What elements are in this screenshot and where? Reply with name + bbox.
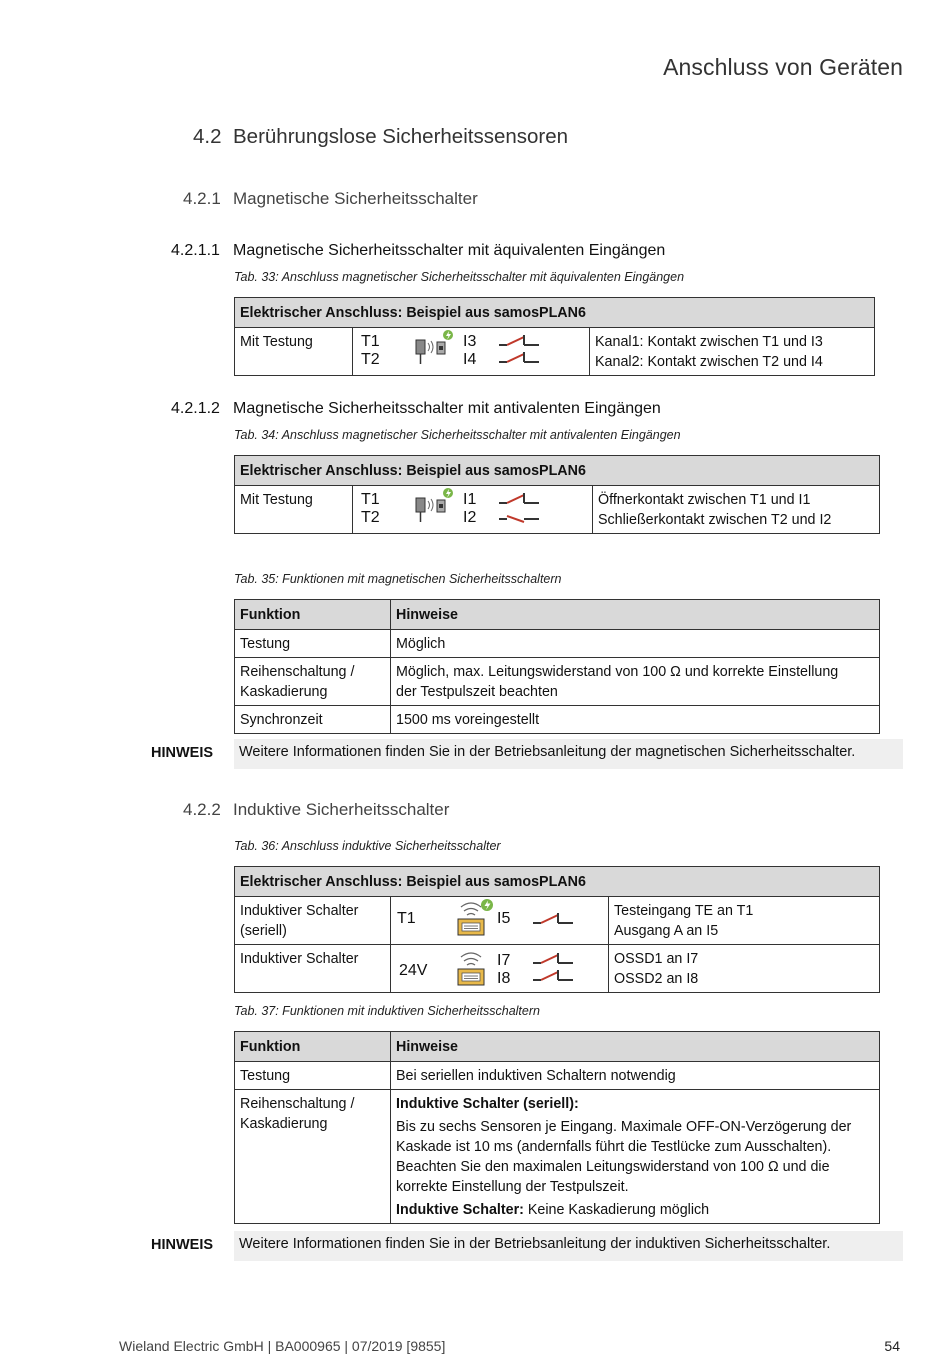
cell-text: Keine Kaskadierung möglich: [523, 1202, 710, 1218]
input-label: I1: [463, 491, 477, 508]
description-line: Kanal2: Kontakt zwischen T2 und I4: [595, 354, 823, 370]
function-cell: [235, 1090, 391, 1224]
table-header: Elektrischer Anschluss: Beispiel aus samosPLAN6: [235, 298, 875, 328]
footer-text: Wieland Electric GmbH | BA000965 | 07/2019 [9855]: [119, 1338, 446, 1354]
description-line: Schließerkontakt zwischen T2 und I2: [598, 512, 832, 528]
description-line: Kanal1: Kontakt zwischen T1 und I3: [595, 334, 823, 350]
input-label: I3: [463, 333, 477, 350]
subsection-title: Magnetische Sicherheitsschalter: [233, 189, 478, 208]
function-cell: Synchronzeit: [235, 706, 391, 734]
input-label: I2: [463, 509, 477, 526]
row-label: Mit Testung: [235, 486, 353, 534]
note-cell: 1500 ms voreingestellt: [391, 706, 880, 734]
subsubsection-number: 4.2.1.2: [171, 400, 220, 417]
description-line: Ausgang A an I5: [614, 923, 719, 939]
table-caption: Tab. 37: Funktionen mit induktiven Sicherheitsschaltern: [234, 1004, 540, 1018]
cell-line: Möglich, max. Leitungswiderstand von 100 Ω und korrekte Einstellung: [396, 664, 839, 680]
function-cell: [235, 658, 391, 706]
table-caption: Tab. 35: Funktionen mit magnetischen Sicherheitsschaltern: [234, 572, 562, 586]
subsection-number: 4.2.2: [183, 800, 221, 819]
function-cell: Testung: [235, 1062, 391, 1090]
page-number: 54: [884, 1338, 900, 1354]
cell-line: Kaskade ist 10 ms (andernfalls führt die Testlücke zum Ausschalten).: [396, 1139, 832, 1155]
section-number: 4.2: [193, 125, 222, 148]
inductive-sensor-icon: [453, 949, 495, 989]
table-header: Elektrischer Anschluss: Beispiel aus samosPLAN6: [235, 867, 880, 897]
magnetic-sensor-icon: [413, 488, 457, 526]
column-header: Hinweise: [391, 600, 880, 630]
inductive-sensor-icon: [453, 899, 495, 939]
terminal-label: T1: [361, 491, 380, 508]
contact-symbol-icon: [531, 951, 577, 985]
wiring-diagram: [353, 328, 590, 376]
wiring-diagram: [353, 486, 593, 534]
subsubsection-title: Magnetische Sicherheitsschalter mit antivalenten Eingängen: [233, 400, 661, 417]
connection-table-antivalent: [234, 455, 880, 534]
row-label: Induktiver Schalter: [235, 945, 391, 993]
table-caption: Tab. 34: Anschluss magnetischer Sicherheitsschalter mit antivalenten Eingängen: [234, 428, 681, 442]
note-text: Weitere Informationen finden Sie in der Betriebsanleitung der magnetischen Sicherheitsschalter.: [234, 739, 903, 769]
function-cell: Testung: [235, 630, 391, 658]
chapter-title: Anschluss von Geräten: [663, 54, 903, 80]
input-label: I5: [497, 910, 511, 927]
column-header: Funktion: [235, 1032, 391, 1062]
cell-line: Kaskadierung: [240, 684, 328, 700]
terminal-label: T1: [361, 333, 380, 350]
note-text: Weitere Informationen finden Sie in der Betriebsanleitung der induktiven Sicherheitsschalter.: [234, 1231, 903, 1261]
input-label: I8: [497, 970, 511, 987]
table-header: Elektrischer Anschluss: Beispiel aus samosPLAN6: [235, 456, 880, 486]
note-cell: Bei seriellen induktiven Schaltern notwendig: [391, 1062, 880, 1090]
cell-line: Bis zu sechs Sensoren je Eingang. Maximale OFF-ON-Verzögerung der: [396, 1119, 852, 1135]
description-line: OSSD1 an I7: [614, 951, 699, 967]
row-label: [235, 897, 391, 945]
subsubsection-number: 4.2.1.1: [171, 242, 220, 259]
cell-bold-text: Induktive Schalter:: [396, 1202, 524, 1218]
wiring-diagram: [391, 897, 609, 945]
contact-symbol-icon: [531, 909, 577, 929]
terminal-label: T1: [397, 910, 416, 927]
cell-line: Kaskadierung: [240, 1116, 328, 1132]
functions-table-magnetic: [234, 599, 880, 734]
cell-bold-line: Induktive Schalter (seriell):: [396, 1096, 579, 1112]
terminal-label: T2: [361, 351, 380, 368]
subsubsection-title: Magnetische Sicherheitsschalter mit äquivalenten Eingängen: [233, 242, 666, 259]
note-label: HINWEIS: [151, 745, 214, 761]
cell-line: (seriell): [240, 923, 287, 939]
description-line: OSSD2 an I8: [614, 971, 699, 987]
row-label: Mit Testung: [235, 328, 353, 376]
magnetic-sensor-icon: [413, 330, 457, 368]
description-cell: [593, 486, 880, 534]
connection-table-equivalent: [234, 297, 875, 376]
description-cell: [609, 945, 880, 993]
description-cell: [609, 897, 880, 945]
cell-line: Reihenschaltung /: [240, 1096, 355, 1112]
input-label: I7: [497, 952, 511, 969]
cell-line: korrekte Einstellung der Testpulszeit.: [396, 1179, 629, 1195]
functions-table-inductive: [234, 1031, 880, 1224]
cell-line: Induktiver Schalter: [240, 903, 359, 919]
column-header: Funktion: [235, 600, 391, 630]
note-cell: [391, 658, 880, 706]
cell-line: [396, 1200, 874, 1220]
description-line: Öffnerkontakt zwischen T1 und I1: [598, 492, 811, 508]
wiring-diagram: [391, 945, 609, 993]
cell-line: Beachten Sie den maximalen Leitungswiderstand von 100 Ω und die: [396, 1159, 830, 1175]
terminal-label: 24V: [399, 962, 428, 979]
cell-line: Reihenschaltung /: [240, 664, 355, 680]
description-cell: [590, 328, 875, 376]
note-cell: [391, 1090, 880, 1224]
table-caption: Tab. 36: Anschluss induktive Sicherheitsschalter: [234, 839, 501, 853]
note-label: HINWEIS: [151, 1237, 214, 1253]
section-title: Berührungslose Sicherheitssensoren: [233, 125, 569, 148]
cell-line: der Testpulszeit beachten: [396, 684, 558, 700]
contact-symbol-icon: [497, 334, 543, 368]
terminal-label: T2: [361, 509, 380, 526]
table-caption: Tab. 33: Anschluss magnetischer Sicherheitsschalter mit äquivalenten Eingängen: [234, 270, 685, 284]
contact-symbol-icon: [497, 492, 543, 526]
description-line: Testeingang TE an T1: [614, 903, 754, 919]
note-cell: Möglich: [391, 630, 880, 658]
input-label: I4: [463, 351, 477, 368]
subsection-title: Induktive Sicherheitsschalter: [233, 800, 450, 819]
subsection-number: 4.2.1: [183, 189, 221, 208]
column-header: Hinweise: [391, 1032, 880, 1062]
connection-table-inductive: [234, 866, 880, 993]
